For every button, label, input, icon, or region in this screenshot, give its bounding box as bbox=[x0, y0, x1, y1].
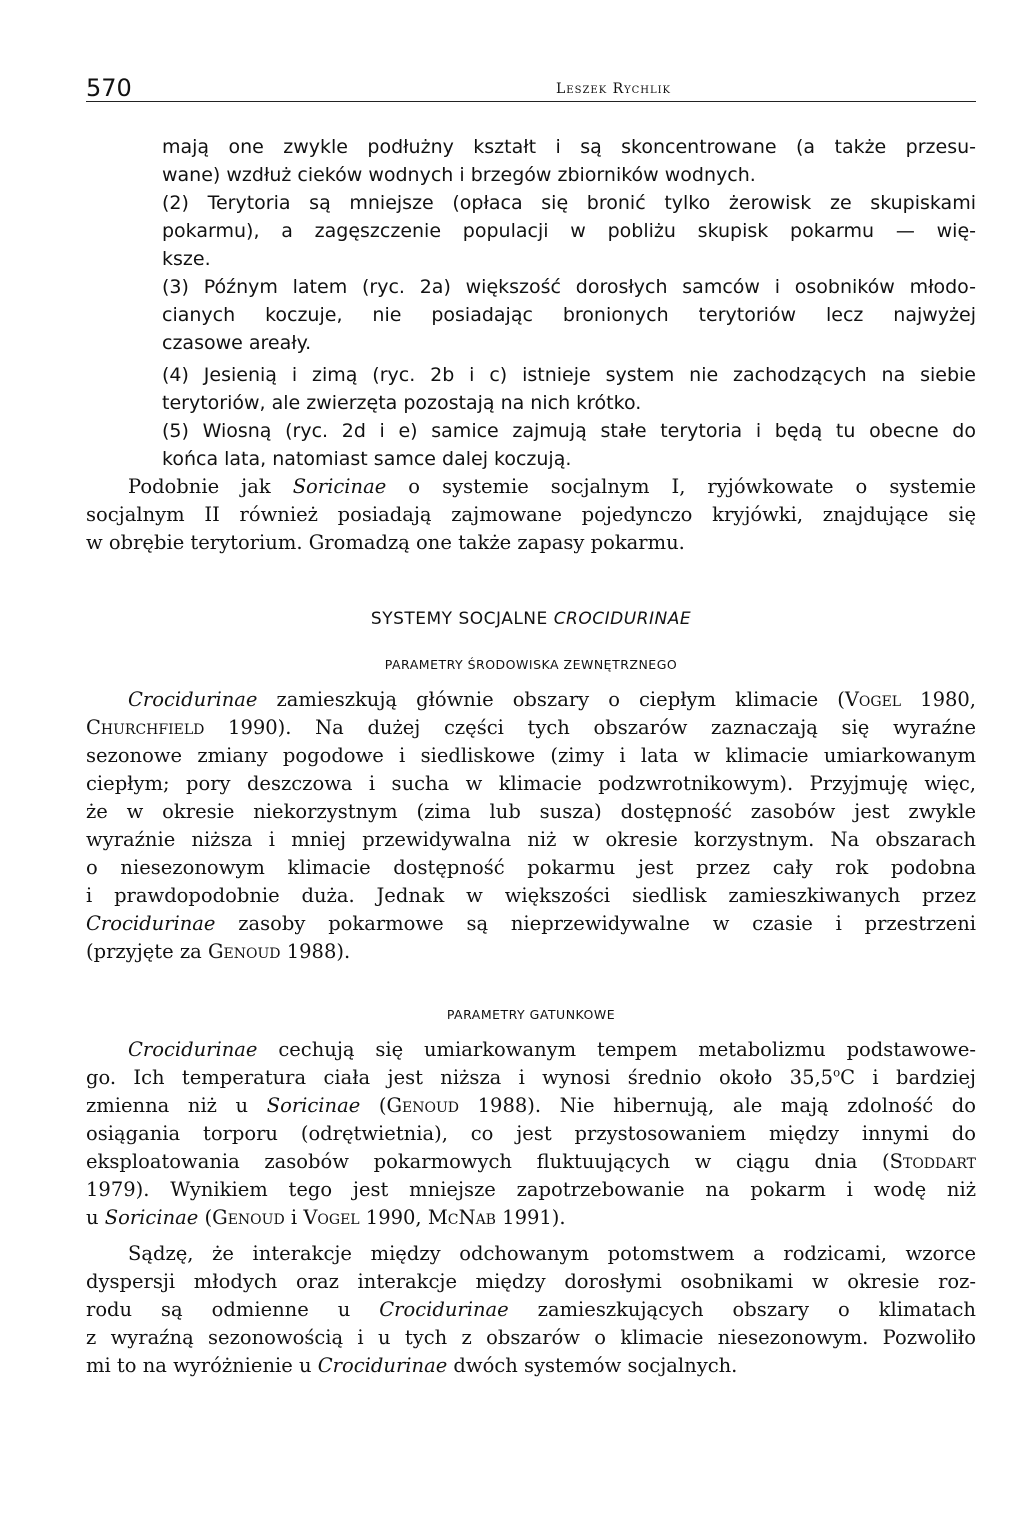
page-number: 570 bbox=[86, 74, 132, 102]
text-line: 1979). Wynikiem tego jest mniejsze zapotrzebowanie na pokarm i wodę niż bbox=[86, 1178, 976, 1201]
text-line: Crocidurinae cechują się umiarkowanym tempem metabolizmu podstawowe- bbox=[128, 1038, 976, 1061]
page-header bbox=[86, 72, 976, 104]
text-line: zmienna niż u Soricinae (Genoud 1988). Nie hibernują, ale mają zdolność do bbox=[86, 1094, 977, 1117]
text-line: (4) Jesienią i zimą (ryc. 2b i c) istnieje system nie zachodzących na siebie bbox=[162, 364, 976, 386]
subheading-environment: PARAMETRY ŚRODOWISKA ZEWNĘTRZNEGO bbox=[384, 657, 678, 672]
text-line: rodu są odmienne u Crocidurinae zamieszkujących obszary o klimatach bbox=[86, 1298, 976, 1321]
text-line: wyraźnie niższa i mniej przewidywalna niż w okresie korzystnym. Na obszarach bbox=[86, 828, 976, 851]
section-heading: SYSTEMY SOCJALNE CROCIDURINAE bbox=[370, 609, 692, 629]
text-line: dyspersji młodych oraz interakcje między dorosłymi osobnikami w okresie roz- bbox=[86, 1270, 976, 1293]
text-line: Podobnie jak Soricinae o systemie socjalnym I, ryjówkowate o systemie bbox=[128, 475, 977, 498]
text-line: osiągania torporu (odrętwietnia), co jest przystosowaniem między innymi do bbox=[86, 1122, 976, 1145]
text-line: czasowe areały. bbox=[162, 332, 312, 354]
text-line: z wyraźną sezonowością i u tych z obszarów o klimacie niesezonowym. Pozwoliło bbox=[86, 1326, 976, 1349]
text-line: u Soricinae (Genoud i Vogel 1990, McNab 1991). bbox=[86, 1206, 566, 1229]
text-line: w obrębie terytorium. Gromadzą one także zapasy pokarmu. bbox=[86, 531, 685, 554]
text-line: mi to na wyróżnienie u Crocidurinae dwóch systemów socjalnych. bbox=[86, 1354, 738, 1377]
text-line: sezonowe zmiany pogodowe i siedliskowe (zimy i lata w klimacie umiarkowanym bbox=[86, 744, 976, 767]
header-rule bbox=[86, 101, 976, 102]
text-line: go. Ich temperatura ciała jest niższa i wynosi średnio około 35,5$^o$C i bardziej bbox=[86, 1065, 976, 1089]
text-line: o niesezonowym klimacie dostępność pokarmu jest przez cały rok podobna bbox=[86, 856, 976, 879]
running-head: Leszek Rychlik bbox=[556, 81, 672, 97]
text-line: końca lata, natomiast samce dalej koczują. bbox=[162, 448, 572, 470]
text-line: Churchfield 1990). Na dużej części tych obszarów zaznaczają się wyraźne bbox=[86, 716, 976, 739]
text-line: (5) Wiosną (ryc. 2d i e) samice zajmują stałe terytoria i będą tu obecne do bbox=[162, 420, 976, 442]
text-line: (2) Terytoria są mniejsze (opłaca się bronić tylko żerowisk ze skupiskami bbox=[162, 192, 976, 214]
text-line: ciepłym; pory deszczowa i sucha w klimacie podzwrotnikowym). Przyjmuję więc, bbox=[86, 772, 976, 795]
text-line: Crocidurinae zasoby pokarmowe są nieprzewidywalne w czasie i przestrzeni bbox=[86, 912, 976, 935]
text-line: że w okresie niekorzystnym (zima lub susza) dostępność zasobów jest zwykle bbox=[86, 800, 976, 823]
text-line: Crocidurinae zamieszkują głównie obszary o ciepłym klimacie (Vogel 1980, bbox=[128, 688, 976, 711]
text-line: eksploatowania zasobów pokarmowych fluktuujących w ciągu dnia (Stoddart bbox=[86, 1150, 976, 1173]
text-line: wane) wzdłuż cieków wodnych i brzegów zbiorników wodnych. bbox=[162, 164, 756, 186]
text-line: Sądzę, że interakcje między odchowanym potomstwem a rodzicami, wzorce bbox=[128, 1242, 976, 1265]
subheading-species: PARAMETRY GATUNKOWE bbox=[446, 1007, 616, 1022]
text-line: i prawdopodobnie duża. Jednak w większości siedlisk zamieszkiwanych przez bbox=[86, 884, 976, 907]
text-line: cianych koczuje, nie posiadając bronionych terytoriów lecz najwyżej bbox=[162, 304, 976, 326]
text-line: ksze. bbox=[162, 248, 211, 270]
text-line: (przyjęte za Genoud 1988). bbox=[86, 940, 351, 963]
text-line: terytoriów, ale zwierzęta pozostają na nich krótko. bbox=[162, 392, 642, 414]
text-line: (3) Późnym latem (ryc. 2a) większość dorosłych samców i osobników młodo- bbox=[162, 276, 976, 298]
text-line: socjalnym II również posiadają zajmowane pojedynczo kryjówki, znajdujące się bbox=[86, 503, 976, 526]
text-line: mają one zwykle podłużny kształt i są skoncentrowane (a także przesu- bbox=[162, 136, 976, 158]
text-line: pokarmu), a zagęszczenie populacji w pobliżu skupisk pokarmu — wię- bbox=[162, 220, 976, 242]
taxon-name: Soricinae bbox=[292, 475, 387, 498]
